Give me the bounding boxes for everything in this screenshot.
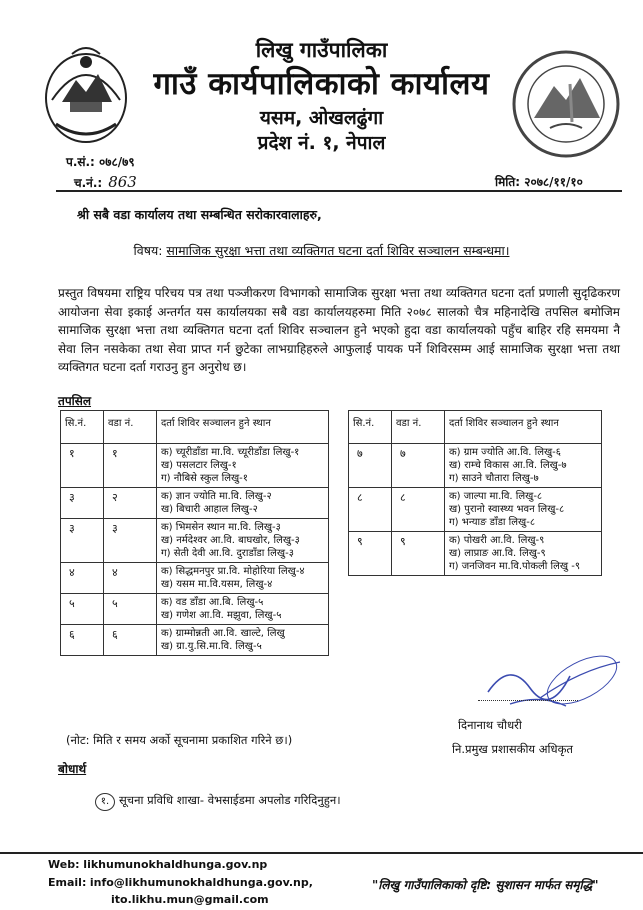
place-item: ख) ग्रा.यु.सि.मा.वि. लिखु-५ (161, 641, 262, 652)
cell-sn: ३ (61, 488, 104, 519)
cell-ward: ७ (392, 444, 445, 488)
signature-line (478, 700, 578, 701)
cell-sn: ६ (61, 625, 104, 656)
footer-email-label: Email: (48, 876, 87, 889)
place-item: ग) नौबिसे स्कुल लिखु-१ (161, 473, 248, 484)
cell-sn: ८ (349, 488, 392, 532)
dispatch-label: च.नं.: (74, 176, 103, 190)
cell-places (157, 563, 329, 594)
place-item: ग) साउने चौतारा लिखु-७ (449, 473, 539, 484)
place-item: क) च्यूरीडाँडा मा.वि. च्यूरीडाँडा लिखु-१ (161, 447, 300, 458)
place-item: ख) पसलटार लिखु-१ (161, 460, 237, 471)
org-name: लिखु गाउँपालिका (255, 38, 388, 62)
province: प्रदेश नं. १, नेपाल (257, 132, 386, 154)
table-row (61, 625, 329, 656)
cell-ward: १ (104, 444, 157, 488)
table-row (61, 563, 329, 594)
place-item: क) भिमसेन स्थान मा.वि. लिखु-३ (161, 522, 281, 533)
place-item: ग) भन्याङ डाँडा लिखु-८ (449, 517, 536, 528)
cell-sn: ३ (61, 519, 104, 563)
place-item: क) जाल्पा मा.वि. लिखु-८ (449, 491, 543, 502)
body-paragraph: प्रस्तुत विषयमा राष्ट्रिय परिचय पत्र तथा पञ्जीकरण विभागको सामाजिक सुरक्षा भत्ता तथा व्यक्तिगत घटना दर्ता प्रणाली सुदृढिकरण आयोजना सेवा इकाई अन्तर्गत यस कार्यालयका सबै वडा कार्यालयहरुमा मिति २०७८ सालको चैत्र महिनादेखि तपसिल बमोजिम सामाजिक सुरक्षा भत्ता तथा व्यक्तिगत घटना दर्ता शिविर सञ्चालन हुने भएको हुदा वडा कार्यालयको पहुँच बाहिर रहि समयमा नै सेवा लिन नसकेका तथा सेवा प्राप्त गर्न छुटेका लाभग्राहिहरुले आफुलाई पायक पर्ने शिविरसम्म आई सामाजिक सुरक्षा भत्ता तथा व्यक्तिगत घटना दर्ता गराउनु हुन अनुरोध छ। (58, 286, 620, 374)
signature-stamp-icon (470, 640, 630, 720)
place-item: ख) राम्चे विकास आ.वि. लिखु-७ (449, 460, 567, 471)
cell-places (157, 519, 329, 563)
subject-line (0, 242, 643, 259)
cell-places (157, 488, 329, 519)
col-header-ward: वडा नं. (392, 411, 445, 444)
table-header-row (349, 411, 602, 444)
place-item: ग) सेती देवी आ.वि. दुराडाँडा लिखु-३ (161, 548, 294, 559)
cc-heading: बोधार्थ (58, 762, 87, 776)
header-divider (56, 190, 622, 192)
cell-ward: ९ (392, 532, 445, 576)
office-name: गाउँ कार्यपालिकाको कार्यालय (153, 66, 490, 102)
subject-text: सामाजिक सुरक्षा भत्ता तथा व्यक्तिगत घटना दर्ता शिविर सञ्चालन सम्बन्धमा। (166, 243, 510, 258)
nepal-emblem-icon (42, 40, 130, 146)
table-row (349, 532, 602, 576)
cell-places (445, 532, 602, 576)
cell-ward: ६ (104, 625, 157, 656)
cell-places (157, 444, 329, 488)
reference-number: प.सं.: ०७८/७९ (66, 155, 135, 169)
footer-divider (0, 852, 643, 854)
office-address: यसम, ओखलढुंगा (259, 107, 384, 129)
cell-ward: २ (104, 488, 157, 519)
place-item: ख) नर्मदेश्वर आ.वि. बाघखोर, लिखु-३ (161, 535, 300, 546)
dispatch-value: 863 (108, 173, 137, 191)
place-item: क) पोखरी आ.वि. लिखु-९ (449, 535, 545, 546)
footer-email (48, 876, 313, 889)
cc-item (95, 793, 341, 811)
place-item: ख) गणेश आ.वि. मझुवा, लिखु-५ (161, 610, 282, 621)
cell-sn: १ (61, 444, 104, 488)
place-item: ख) बिचारी आहाल लिखु-२ (161, 504, 258, 515)
municipality-seal-icon (510, 48, 622, 160)
cell-places (445, 444, 602, 488)
camp-table-left (60, 410, 329, 656)
footer-motto: "लिखु गाउँपालिकाको दृष्टि: सुशासन मार्फत समृद्धि" (372, 878, 599, 892)
place-item: क) सिद्धमनपुर प्रा.वि. मोहोरिया लिखु-४ (161, 566, 305, 577)
cell-places (445, 488, 602, 532)
place-item: क) वड डाँडा आ.बि. लिखु-५ (161, 597, 264, 608)
addressee: श्री सबै वडा कार्यालय तथा सम्बन्धित सरोकारवालाहरु, (77, 207, 322, 222)
cell-places (157, 625, 329, 656)
signatory-name: दिनानाथ चौधरी (458, 718, 522, 732)
subject-label: विषय: (133, 243, 163, 258)
table-row (349, 444, 602, 488)
cell-ward: ५ (104, 594, 157, 625)
cell-sn: ७ (349, 444, 392, 488)
table-row (61, 488, 329, 519)
col-header-ward: वडा नं. (104, 411, 157, 444)
table-row (61, 444, 329, 488)
col-header-place: दर्ता शिविर सञ्चालन हुने स्थान (157, 411, 329, 444)
place-item: ख) लाप्राङ आ.वि. लिखु-९ (449, 548, 546, 559)
letter-date: मिति: २०७८/११/१० (495, 175, 583, 189)
place-item: ग) जनजिवन मा.वि.पोकली लिखु -९ (449, 561, 581, 572)
table-row (349, 488, 602, 532)
place-item: क) ग्राम ज्योति आ.वि. लिखु-६ (449, 447, 561, 458)
cc-item-number: १. (95, 793, 115, 811)
table-row (61, 519, 329, 563)
cell-sn: ९ (349, 532, 392, 576)
footer-website: Web: likhumunokhaldhunga.gov.np (48, 858, 268, 871)
col-header-sn: सि.नं. (61, 411, 104, 444)
place-item: क) ग्राम्मोन्नती आ.वि. खाल्टे, लिखु (161, 628, 285, 639)
schedule-heading: तपसिल (58, 394, 92, 408)
note: (नोट: मिति र समय अर्को सूचनामा प्रकाशित गरिने छ।) (66, 733, 293, 747)
place-item: ख) यसम मा.वि.यसम, लिखु-४ (161, 579, 273, 590)
place-item: ख) पुरानो स्वास्थ्य भवन लिखु-८ (449, 504, 565, 515)
cell-ward: ४ (104, 563, 157, 594)
place-item: क) ज्ञान ज्योति मा.वि. लिखु-२ (161, 491, 272, 502)
col-header-sn: सि.नं. (349, 411, 392, 444)
cell-ward: ८ (392, 488, 445, 532)
signatory-title: नि.प्रमुख प्रशासकीय अधिकृत (452, 742, 573, 756)
cell-ward: ३ (104, 519, 157, 563)
table-row (61, 594, 329, 625)
cell-sn: ४ (61, 563, 104, 594)
cell-sn: ५ (61, 594, 104, 625)
camp-table-right (348, 410, 602, 576)
col-header-place: दर्ता शिविर सञ्चालन हुने स्थान (445, 411, 602, 444)
footer-email-1: info@likhumunokhaldhunga.gov.np, (89, 876, 313, 889)
footer-email-2: ito.likhu.mun@gmail.com (111, 893, 269, 906)
table-header-row (61, 411, 329, 444)
cell-places (157, 594, 329, 625)
cc-item-text: सूचना प्रविधि शाखा- वेभसाईडमा अपलोड गरिदिनुहुन। (119, 793, 341, 807)
dispatch-number (74, 173, 137, 191)
